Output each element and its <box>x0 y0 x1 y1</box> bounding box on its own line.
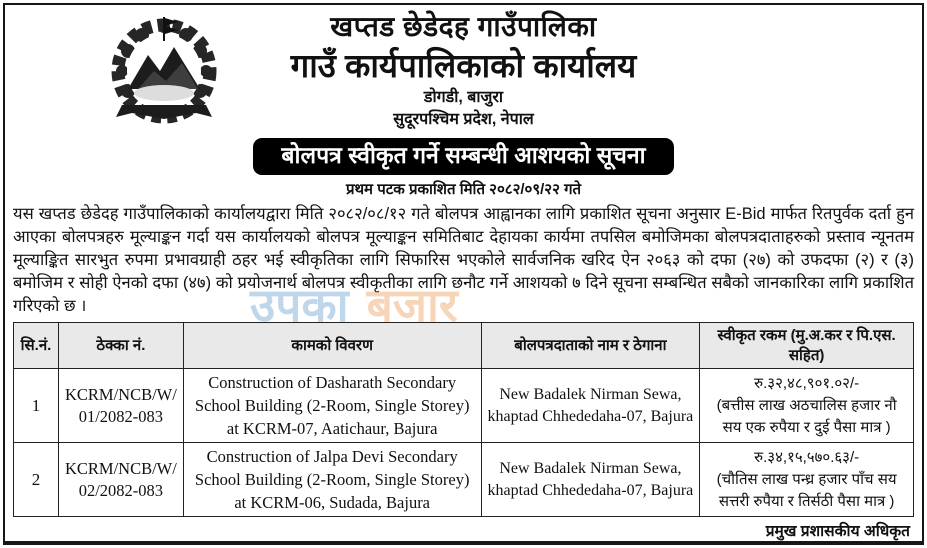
amount-figure: रु.३४,१५,५७०.६३/- <box>754 448 860 466</box>
amount-in-words: (चौतिस लाख पन्ध्र हजार पाँच सय सत्तरी रुपैया र तिर्सठी पैसा मात्र ) <box>716 470 897 510</box>
contract-no-cell <box>58 369 183 443</box>
nepal-government-emblem-icon <box>108 13 220 127</box>
notice-banner-title: बोलपत्र स्वीकृत गर्ने सम्बन्धी आशयको सूचना <box>253 138 673 175</box>
contract-no-line1: KCRM/NCB/W/ <box>64 384 177 404</box>
address-line-1: डोगडी, बाजुरा <box>423 89 504 106</box>
tender-table <box>13 322 914 517</box>
notice-banner-wrap <box>13 138 914 175</box>
serial-no-cell: 1 <box>14 369 59 443</box>
col-header-serial-no: सि.नं. <box>14 323 59 369</box>
municipality-title: खप्तड छेडेदह गाउँपालिका <box>330 11 597 42</box>
table-row <box>14 369 914 443</box>
work-description-cell: Construction of Dasharath Secondary School Building (2-Room, Single Storey) at KCRM-07, Aatichaur, Bajura <box>183 369 481 443</box>
col-header-approved-amount: स्वीकृत रकम (मु.अ.कर र पि.एस. सहित) <box>700 323 914 369</box>
work-description-cell: Construction of Jalpa Devi Secondary School Building (2-Room, Single Storey) at KCRM-06, Sudada, Bajura <box>183 443 481 517</box>
signature-title: प्रमुख प्रशासकीय अधिकृत <box>765 523 910 540</box>
bidder-cell: New Badalek Nirman Sewa, khaptad Chhededaha-07, Bajura <box>481 443 700 517</box>
table-header-row <box>14 323 914 369</box>
contract-no-line2: 01/2082-083 <box>78 406 164 426</box>
amount-cell <box>700 443 914 517</box>
col-header-bidder-name-address: बोलपत्रदाताको नाम र ठेगाना <box>481 323 700 369</box>
col-header-work-description: कामको विवरण <box>183 323 481 369</box>
notice-document <box>5 5 922 543</box>
col-header-contract-no: ठेक्का नं. <box>58 323 183 369</box>
amount-figure: रु.३२,४८,९०१.०२/- <box>754 374 860 392</box>
serial-no-cell: 2 <box>14 443 59 517</box>
amount-in-words: (बत्तीस लाख अठचालिस हजार नौ सय एक रुपैया र दुई पैसा मात्र ) <box>716 396 897 436</box>
contract-no-line1: KCRM/NCB/W/ <box>64 458 177 478</box>
document-header <box>13 9 914 131</box>
address-line-2: सुदूरपश्चिम प्रदेश, नेपाल <box>393 111 534 128</box>
watermark-orange-text: बजार <box>366 279 458 331</box>
watermark-blue-text: उपका <box>250 279 349 331</box>
publication-date-line: प्रथम पटक प्रकाशित मिति २०८२/०९/२२ गते <box>345 181 582 198</box>
table-row <box>14 443 914 517</box>
office-title: गाउँ कार्यपालिकाको कार्यालय <box>290 47 637 84</box>
contract-no-cell <box>58 443 183 517</box>
contract-no-line2: 02/2082-083 <box>78 480 164 500</box>
bidder-cell: New Badalek Nirman Sewa, khaptad Chhededaha-07, Bajura <box>481 369 700 443</box>
notice-body-paragraph: यस खप्तड छेडेदह गाउँपालिकाको कार्यालयद्वारा मिति २०८२/०८/१२ गते बोलपत्र आह्वानका लागि प्रकाशित सूचना अनुसार E-Bid मार्फत रितपुर्वक दर्ता हुन आएका बोलपत्रहरु मूल्याङ्कन गर्दा यस कार्यालयको बोलपत्र मूल्याङ्कन समितिबाट देहायका कार्यमा तपसिल बमोजिमका बोलपत्रदाताहरुको प्रस्ताव न्यूनतम मूल्याङ्कित सारभुत रुपमा प्रभावग्राही ठहर भई स्वीकृतिका लागि सिफारिस भएकोले सार्वजनिक खरिद ऐन २०६३ को दफा (२७) को उफदफा (२) र (३) बमोजिम र सोही ऐनको दफा (४७) को प्रयोजनार्थ बोलपत्र स्वीकृतीका लागि छनौट गर्ने आशयको ७ दिने सूचना सम्बन्धित सबैको जानकारिका लागि प्रकाशित गरिएको छ । <box>13 205 914 315</box>
amount-cell <box>700 369 914 443</box>
